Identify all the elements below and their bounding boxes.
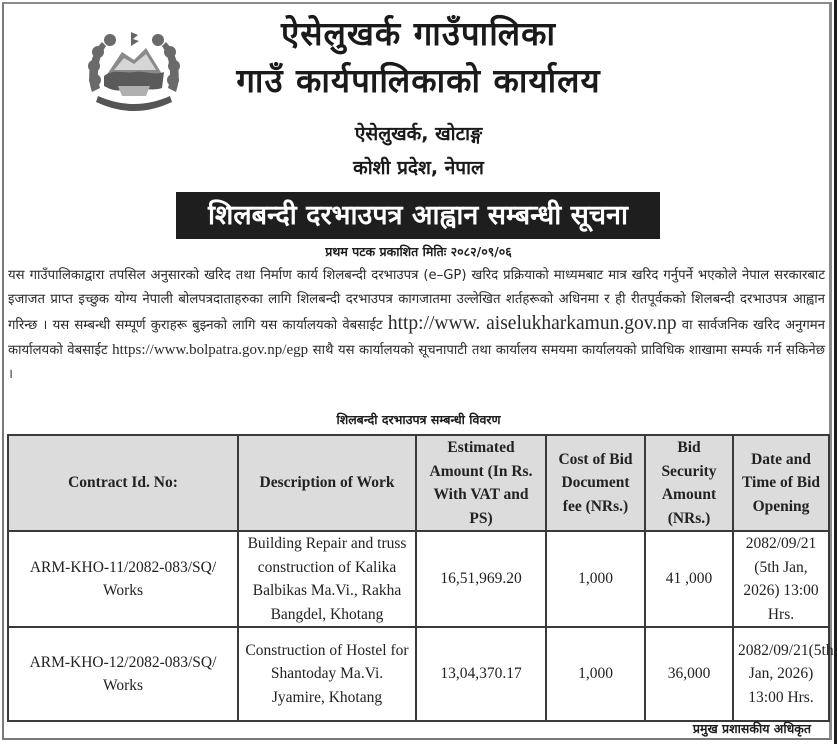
header-estimated-amount: Estimated Amount (In Rs. With VAT and PS) [416, 435, 546, 531]
table-row [8, 627, 829, 721]
table-header-row [8, 435, 829, 531]
header-contract-id: Contract Id. No: [8, 435, 238, 531]
office-website-link[interactable]: http://www. aiselukharkamun.gov.np [387, 313, 677, 334]
table-title: शिलबन्दी दरभाउपत्र सम्बन्धी विवरण [336, 412, 501, 427]
cell-document-fee: 1,000 [546, 627, 645, 721]
bid-details-table [7, 434, 834, 722]
header-bid-security: Bid Security Amount (NRs.) [645, 435, 733, 531]
header-bid-opening: Date and Time of Bid Opening [733, 435, 829, 531]
location-line-1: ऐसेलुखर्क, खोटाङ्ग [354, 123, 483, 145]
table-row [8, 531, 829, 627]
header-description: Description of Work [238, 435, 416, 531]
location-line-2: कोशी प्रदेश, नेपाल [353, 157, 484, 179]
cell-estimated-amount: 16,51,969.20 [416, 531, 546, 627]
cell-contract-id: ARM-KHO-11/2082-083/SQ/ Works [8, 531, 238, 627]
cell-bid-security: 36,000 [645, 627, 733, 721]
cell-bid-opening: 2082/09/21(5th Jan, 2026) 13:00 Hrs. [733, 627, 829, 721]
first-published-date: २०८२/०९/०६ [450, 244, 512, 259]
cell-description: Building Repair and truss construction of Kalika Balbikas Ma.Vi., Rakha Bangdel, Khotang [238, 531, 416, 627]
cell-description: Construction of Hostel for Shantoday Ma.Vi. Jyamire, Khotang [238, 627, 416, 721]
cell-bid-security: 41 ,000 [645, 531, 733, 627]
cell-estimated-amount: 13,04,370.17 [416, 627, 546, 721]
header-document-fee: Cost of Bid Document fee (NRs.) [546, 435, 645, 531]
cell-bid-opening: 2082/09/21 (5th Jan, 2026) 13:00 Hrs. [733, 531, 829, 627]
notice-paragraph [8, 264, 825, 387]
first-published-label: प्रथम पटक प्रकाशित मितिः [325, 244, 447, 259]
cell-contract-id: ARM-KHO-12/2082-083/SQ/ Works [8, 627, 238, 721]
office-name: गाउँ कार्यपालिकाको कार्यालय [236, 61, 601, 100]
first-published-line [0, 243, 837, 260]
paragraph-part-2: वा सार्वजनिक खरिद अनुगमन कार्यालयको वेबसाईट [8, 318, 825, 358]
cell-document-fee: 1,000 [546, 531, 645, 627]
signatory-title: प्रमुख प्रशासकीय अधिकृत [692, 721, 811, 736]
paragraph-part-3: साथै यस कार्यालयको सूचनापाटी तथा कार्यालय समयमा कार्यालयको प्राविधिक शाखामा सम्पर्क गर्न सकिनेछ । [8, 343, 825, 382]
notice-title-banner: शिलबन्दी दरभाउपत्र आह्वान सम्बन्धी सूचना [176, 192, 660, 239]
paragraph-part-1: यस गाउँपालिकाद्वारा तपसिल अनुसारको खरिद तथा निर्माण कार्य शिलबन्दी दरभाउपत्र (e–GP) खरिद प्रक्रियाको माध्यमबाट मात्र खरिद गर्नुपर्ने भएकोले नेपाल सरकारबाट इजाजत प्राप्त इच्छुक योग्य नेपाली बोलपत्रदाताहरुका लागि शिलबन्दी दरभाउपत्र कागजातमा उल्लेखित शर्तहरूको अधिनमा र ही रीतपूर्वकको शिलबन्दी दरभाउपत्र आह्वान गरिन्छ । यस सम्बन्धी सम्पूर्ण कुराहरू बुझ्नको लागि यस कार्यालयको वेबसाईट [8, 268, 825, 333]
ppmo-website-link[interactable]: https://www.bolpatra.gov.np/egp [112, 342, 309, 358]
municipality-name: ऐसेलुखर्क गाउँपालिका [280, 14, 557, 53]
